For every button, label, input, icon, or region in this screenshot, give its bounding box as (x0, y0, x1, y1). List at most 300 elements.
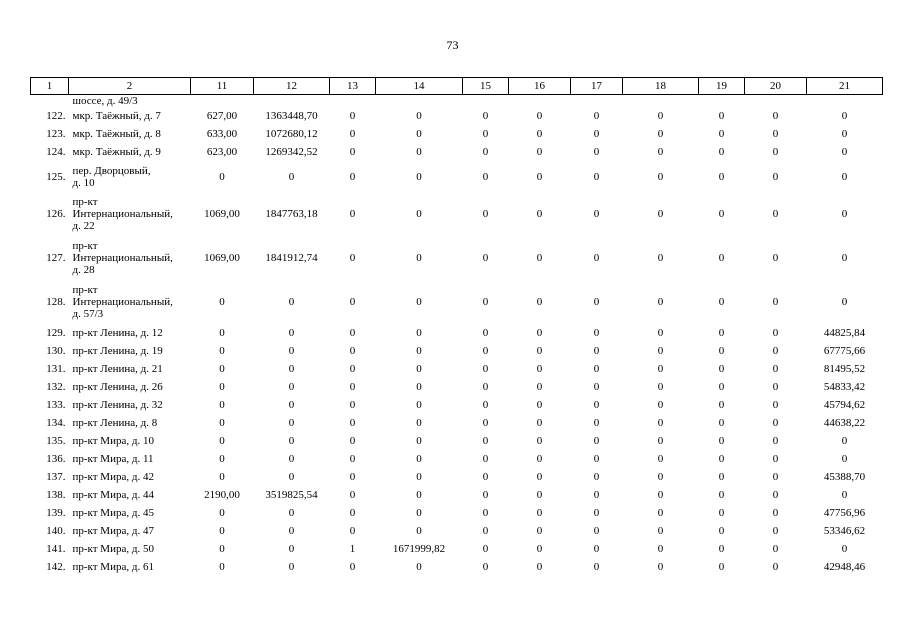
value-cell-14: 0 (416, 453, 422, 465)
column-header: 17 (571, 78, 623, 95)
value-cell-16: 0 (536, 381, 543, 393)
value-cell-11: 2190,00 (204, 489, 240, 501)
value-cell-21: 0 (841, 252, 848, 264)
value-cell-14: 0 (416, 561, 422, 573)
value-cell-13: 0 (349, 435, 356, 447)
value-cell-15: 0 (482, 435, 489, 447)
address-cell (69, 414, 191, 432)
value-cell-16: 0 (536, 252, 543, 264)
table-row (31, 143, 883, 161)
value-cell-14: 0 (416, 252, 422, 264)
value-cell-16: 0 (536, 543, 543, 555)
value-cell-21: 0 (841, 489, 848, 501)
value-cell-11: 0 (219, 543, 225, 555)
value-cell-14: 0 (416, 208, 422, 220)
value-cell-15: 0 (482, 453, 489, 465)
value-cell-18: 0 (657, 435, 664, 447)
value-cell-11: 0 (219, 399, 225, 411)
value-cell-11: 0 (219, 507, 225, 519)
value-cell-11: 0 (219, 453, 225, 465)
value-cell-21: 0 (841, 208, 848, 220)
value-cell-14: 0 (416, 489, 422, 501)
column-header: 18 (623, 78, 699, 95)
table-row (31, 192, 883, 236)
value-cell-21: 44638,22 (823, 417, 866, 429)
value-cell-14: 0 (416, 471, 422, 483)
value-cell-11: 0 (219, 417, 225, 429)
column-header: 13 (330, 78, 376, 95)
value-cell-16: 0 (536, 399, 543, 411)
address-cell (69, 280, 191, 324)
value-cell-16: 0 (536, 363, 543, 375)
value-cell-18: 0 (657, 471, 664, 483)
row-number: 137. (46, 471, 66, 483)
value-cell-12: 0 (288, 170, 295, 183)
value-cell-11: 0 (219, 327, 225, 339)
table-row (31, 450, 883, 468)
table-row (31, 522, 883, 540)
value-cell-21: 0 (841, 543, 848, 555)
table-row (31, 280, 883, 324)
value-cell-17: 0 (593, 146, 600, 158)
row-number: 136. (46, 453, 66, 465)
column-header: 14 (376, 78, 463, 95)
value-cell-12: 1841912,74 (265, 252, 318, 264)
value-cell-16: 0 (536, 296, 543, 308)
address-line: д. 22 (72, 220, 95, 232)
value-cell-20: 0 (772, 543, 779, 555)
table-row (31, 378, 883, 396)
value-cell-18: 0 (657, 507, 664, 519)
address-line: пр-кт Мира, д. 44 (72, 489, 154, 501)
address-line: пр-кт Мира, д. 50 (72, 543, 154, 555)
value-cell-11: 0 (219, 471, 225, 483)
value-cell-13: 0 (349, 399, 356, 411)
value-cell-16: 0 (536, 435, 543, 447)
value-cell-12: 1363448,70 (265, 110, 318, 122)
address-line: д. 10 (72, 176, 95, 189)
value-cell-18: 0 (657, 252, 664, 264)
value-cell-19: 0 (718, 170, 725, 183)
column-header: 16 (509, 78, 571, 95)
value-cell-14: 0 (416, 296, 422, 308)
value-cell-13: 0 (349, 363, 356, 375)
value-cell-11: 623,00 (206, 146, 238, 158)
value-cell-21: 0 (841, 110, 848, 122)
value-cell-19: 0 (718, 435, 725, 447)
address-line: пр-кт Ленина, д. 8 (72, 417, 158, 429)
value-cell-11: 633,00 (206, 128, 238, 140)
value-cell-20: 0 (772, 417, 779, 429)
value-cell-15: 0 (482, 345, 489, 357)
row-number: 130. (46, 345, 66, 357)
address-line: мкр. Таёжный, д. 7 (72, 110, 161, 122)
row-number: 129. (46, 327, 66, 339)
value-cell-14: 0 (416, 363, 422, 375)
value-cell-20: 0 (772, 327, 779, 339)
value-cell-11: 0 (219, 561, 225, 573)
value-cell-13: 0 (349, 110, 356, 122)
value-cell-14: 0 (416, 170, 422, 183)
row-number: 123. (46, 128, 66, 140)
value-cell-16: 0 (536, 327, 543, 339)
address-cell (69, 432, 191, 450)
value-cell-14: 0 (416, 417, 422, 429)
value-cell-14: 0 (416, 381, 422, 393)
value-cell-15: 0 (482, 252, 489, 264)
value-cell-19: 0 (718, 399, 725, 411)
value-cell-16: 0 (536, 170, 543, 183)
value-cell-17: 0 (593, 525, 600, 537)
value-cell-13: 0 (349, 146, 356, 158)
value-cell-20: 0 (772, 345, 779, 357)
value-cell-16: 0 (536, 345, 543, 357)
value-cell-18: 0 (657, 327, 664, 339)
row-number: 131. (46, 363, 66, 375)
value-cell-16: 0 (536, 146, 543, 158)
value-cell-13: 0 (349, 327, 356, 339)
value-cell-13: 0 (349, 561, 356, 573)
value-cell-15: 0 (482, 471, 489, 483)
value-cell-13: 0 (349, 345, 356, 357)
value-cell-19: 0 (718, 363, 725, 375)
value-cell-17: 0 (593, 399, 600, 411)
value-cell-20: 0 (772, 208, 779, 220)
value-cell-15: 0 (482, 110, 489, 122)
table-row (31, 125, 883, 143)
address-cell (69, 540, 191, 558)
address-cell (69, 342, 191, 360)
value-cell-18: 0 (657, 561, 664, 573)
value-cell-12: 0 (288, 381, 295, 393)
value-cell-11: 0 (219, 435, 225, 447)
value-cell-21: 67775,66 (823, 345, 866, 357)
column-header: 1 (31, 78, 69, 95)
value-cell-15: 0 (482, 489, 489, 501)
value-cell-14: 1671999,82 (392, 543, 446, 555)
address-line: пр-кт Мира, д. 45 (72, 507, 154, 519)
value-cell-12: 1072680,12 (265, 128, 318, 140)
value-cell-11: 0 (219, 345, 225, 357)
value-cell-14: 0 (416, 327, 422, 339)
row-number: 126. (46, 208, 66, 220)
value-cell-21: 0 (841, 435, 848, 447)
value-cell-13: 0 (349, 453, 356, 465)
value-cell-12: 0 (288, 327, 295, 339)
address-line: пр-кт Ленина, д. 21 (72, 363, 163, 375)
address-line: пер. Дворцовый, (72, 164, 151, 177)
address-line: пр-кт (72, 284, 98, 296)
value-cell-15: 0 (482, 507, 489, 519)
value-cell-19: 0 (718, 561, 725, 573)
value-cell-15: 0 (482, 363, 489, 375)
value-cell-21: 0 (841, 453, 848, 465)
address-line: Интернациональный, (72, 208, 173, 220)
value-cell-15: 0 (482, 525, 489, 537)
value-cell-14: 0 (416, 146, 422, 158)
value-cell-15: 0 (482, 399, 489, 411)
address-line: пр-кт Мира, д. 61 (72, 561, 154, 573)
value-cell-11: 1069,00 (204, 252, 240, 264)
value-cell-17: 0 (593, 489, 600, 501)
value-cell-19: 0 (718, 296, 725, 308)
table-row (31, 396, 883, 414)
value-cell-12: 0 (288, 507, 295, 519)
value-cell-16: 0 (536, 489, 543, 501)
row-number: 133. (46, 399, 66, 411)
value-cell-12: 1269342,52 (265, 146, 318, 158)
value-cell-20: 0 (772, 561, 779, 573)
value-cell-20: 0 (772, 381, 779, 393)
value-cell-14: 0 (416, 507, 422, 519)
column-header: 20 (745, 78, 807, 95)
value-cell-15: 0 (482, 327, 489, 339)
value-cell-17: 0 (593, 417, 600, 429)
value-cell-12: 1847763,18 (265, 208, 318, 220)
value-cell-21: 0 (841, 170, 848, 183)
address-cell (69, 324, 191, 342)
value-cell-17: 0 (593, 252, 600, 264)
value-cell-17: 0 (593, 208, 600, 220)
address-cell (69, 161, 191, 192)
value-cell-15: 0 (482, 146, 489, 158)
value-cell-18: 0 (657, 110, 664, 122)
value-cell-17: 0 (593, 345, 600, 357)
value-cell-17: 0 (593, 327, 600, 339)
value-cell-18: 0 (657, 543, 664, 555)
value-cell-21: 54833,42 (823, 381, 866, 393)
value-cell-18: 0 (657, 363, 664, 375)
value-cell-19: 0 (718, 525, 725, 537)
value-cell-20: 0 (772, 110, 779, 122)
data-table (30, 77, 883, 576)
value-cell-17: 0 (593, 110, 600, 122)
table-row (31, 161, 883, 192)
value-cell-20: 0 (772, 296, 779, 308)
row-number: 127. (46, 252, 66, 264)
value-cell-16: 0 (536, 525, 543, 537)
value-cell-17: 0 (593, 453, 600, 465)
value-cell-21: 0 (841, 296, 848, 308)
row-number: 140. (46, 525, 66, 537)
column-header: 19 (699, 78, 745, 95)
value-cell-20: 0 (772, 489, 779, 501)
table-row (31, 236, 883, 280)
value-cell-18: 0 (657, 489, 664, 501)
address-line: Интернациональный, (72, 296, 173, 308)
value-cell-17: 0 (593, 363, 600, 375)
value-cell-20: 0 (772, 507, 779, 519)
value-cell-11: 1069,00 (204, 208, 240, 220)
address-cell (69, 504, 191, 522)
row-number: 122. (46, 110, 66, 122)
value-cell-12: 3519825,54 (265, 489, 318, 501)
value-cell-16: 0 (536, 417, 543, 429)
table-row (31, 107, 883, 125)
address-line: пр-кт Ленина, д. 19 (72, 345, 163, 357)
value-cell-18: 0 (657, 128, 664, 140)
value-cell-13: 0 (349, 489, 356, 501)
row-number: 138. (46, 489, 66, 501)
value-cell-21: 42948,46 (823, 561, 866, 573)
value-cell-11: 0 (219, 363, 225, 375)
address-line: мкр. Таёжный, д. 8 (72, 128, 161, 140)
value-cell-13: 0 (349, 208, 356, 220)
value-cell-14: 0 (416, 399, 422, 411)
table-row (31, 486, 883, 504)
value-cell-12: 0 (288, 453, 295, 465)
value-cell-21: 81495,52 (823, 363, 866, 375)
address-line: пр-кт Мира, д. 11 (72, 453, 154, 465)
value-cell-11: 0 (219, 525, 225, 537)
address-cell (69, 192, 191, 236)
value-cell-19: 0 (718, 471, 725, 483)
value-cell-14: 0 (416, 110, 422, 122)
value-cell-13: 1 (349, 543, 356, 555)
value-cell-18: 0 (657, 345, 664, 357)
value-cell-13: 0 (349, 296, 356, 308)
table-body (31, 95, 883, 577)
value-cell-21: 53346,62 (823, 525, 866, 537)
header-row (31, 78, 883, 95)
address-cell (69, 396, 191, 414)
value-cell-21: 0 (841, 128, 848, 140)
column-header: 12 (254, 78, 330, 95)
value-cell-18: 0 (657, 381, 664, 393)
address-cell (69, 522, 191, 540)
table-row (31, 414, 883, 432)
value-cell-13: 0 (349, 381, 356, 393)
value-cell-19: 0 (718, 453, 725, 465)
row-number: 142. (46, 561, 66, 573)
value-cell-15: 0 (482, 208, 489, 220)
table-row (31, 324, 883, 342)
value-cell-17: 0 (593, 543, 600, 555)
value-cell-20: 0 (772, 435, 779, 447)
address-line: пр-кт Ленина, д. 26 (72, 381, 163, 393)
value-cell-13: 0 (349, 252, 356, 264)
address-cell (69, 125, 191, 143)
value-cell-15: 0 (482, 381, 489, 393)
value-cell-18: 0 (657, 399, 664, 411)
continuation-row (31, 95, 883, 108)
value-cell-19: 0 (718, 489, 725, 501)
value-cell-12: 0 (288, 543, 295, 555)
value-cell-20: 0 (772, 252, 779, 264)
value-cell-12: 0 (288, 363, 295, 375)
row-number: 134. (46, 417, 66, 429)
value-cell-20: 0 (772, 453, 779, 465)
value-cell-11: 0 (219, 381, 225, 393)
value-cell-14: 0 (416, 128, 422, 140)
value-cell-15: 0 (482, 543, 489, 555)
column-header: 2 (69, 78, 191, 95)
column-header: 15 (463, 78, 509, 95)
value-cell-16: 0 (536, 208, 543, 220)
value-cell-18: 0 (657, 296, 664, 308)
address-line: пр-кт Мира, д. 10 (72, 435, 154, 447)
value-cell-16: 0 (536, 453, 543, 465)
value-cell-21: 0 (841, 146, 848, 158)
value-cell-18: 0 (657, 417, 664, 429)
address-line: пр-кт Мира, д. 47 (72, 525, 154, 537)
value-cell-15: 0 (482, 296, 489, 308)
value-cell-21: 47756,96 (823, 507, 866, 519)
value-cell-19: 0 (718, 146, 725, 158)
continuation-text: шоссе, д. 49/3 (72, 95, 138, 107)
value-cell-20: 0 (772, 363, 779, 375)
value-cell-21: 44825,84 (823, 327, 866, 339)
value-cell-13: 0 (349, 170, 356, 183)
value-cell-11: 0 (219, 296, 225, 308)
value-cell-15: 0 (482, 170, 489, 183)
value-cell-20: 0 (772, 128, 779, 140)
value-cell-19: 0 (718, 543, 725, 555)
value-cell-17: 0 (593, 507, 600, 519)
address-cell (69, 558, 191, 576)
value-cell-21: 45388,70 (823, 471, 866, 483)
value-cell-11: 627,00 (206, 110, 238, 122)
value-cell-18: 0 (657, 146, 664, 158)
value-cell-18: 0 (657, 208, 664, 220)
address-line: пр-кт Ленина, д. 32 (72, 399, 163, 411)
value-cell-16: 0 (536, 507, 543, 519)
address-cell (69, 143, 191, 161)
value-cell-18: 0 (657, 453, 664, 465)
value-cell-19: 0 (718, 417, 725, 429)
table-row (31, 558, 883, 576)
value-cell-12: 0 (288, 435, 295, 447)
address-cell (69, 107, 191, 125)
value-cell-20: 0 (772, 146, 779, 158)
value-cell-19: 0 (718, 252, 725, 264)
address-line: Интернациональный, (72, 252, 173, 264)
value-cell-19: 0 (718, 327, 725, 339)
value-cell-17: 0 (593, 296, 600, 308)
table-row (31, 468, 883, 486)
value-cell-13: 0 (349, 525, 356, 537)
row-number: 128. (46, 296, 66, 308)
value-cell-15: 0 (482, 417, 489, 429)
row-number: 135. (46, 435, 66, 447)
address-line: пр-кт Мира, д. 42 (72, 471, 154, 483)
value-cell-19: 0 (718, 507, 725, 519)
value-cell-12: 0 (288, 345, 295, 357)
address-line: д. 28 (72, 264, 95, 276)
value-cell-16: 0 (536, 110, 543, 122)
value-cell-17: 0 (593, 170, 600, 183)
address-line: пр-кт (72, 240, 98, 252)
value-cell-11: 0 (219, 170, 225, 183)
row-number: 132. (46, 381, 66, 393)
table-row (31, 432, 883, 450)
value-cell-19: 0 (718, 128, 725, 140)
value-cell-20: 0 (772, 525, 779, 537)
row-number: 124. (46, 146, 66, 158)
address-line: пр-кт Ленина, д. 12 (72, 327, 163, 339)
table-row (31, 360, 883, 378)
address-cell (69, 486, 191, 504)
value-cell-12: 0 (288, 399, 295, 411)
address-line: пр-кт (72, 196, 98, 208)
address-cell (69, 450, 191, 468)
value-cell-18: 0 (657, 170, 664, 183)
value-cell-16: 0 (536, 561, 543, 573)
address-cell (69, 360, 191, 378)
value-cell-13: 0 (349, 128, 356, 140)
row-number: 125. (46, 170, 66, 183)
value-cell-13: 0 (349, 471, 356, 483)
